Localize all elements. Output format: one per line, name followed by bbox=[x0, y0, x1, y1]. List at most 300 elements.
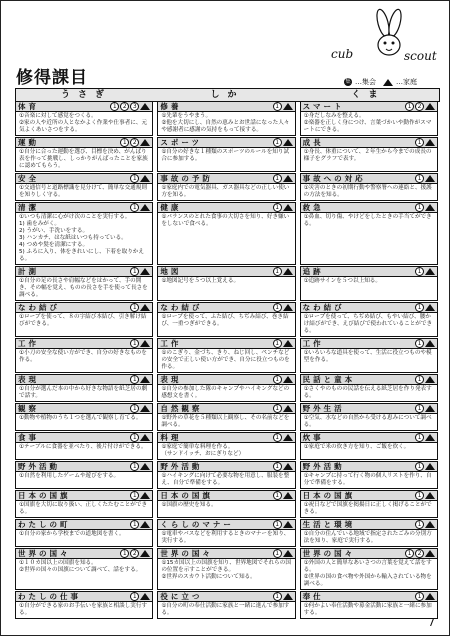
logo-text-right: scout bbox=[404, 49, 437, 63]
subject-name: 世界の国々 bbox=[160, 549, 213, 558]
subject-cell bbox=[157, 101, 295, 136]
subject-name: 世界の国々 bbox=[18, 549, 71, 558]
subject-requirements: ①追跡サインを５つ以上知る。 bbox=[303, 278, 381, 284]
home-icon bbox=[283, 492, 293, 499]
subject-cell bbox=[157, 490, 295, 518]
home-icon bbox=[425, 268, 435, 275]
subject-cell bbox=[15, 461, 153, 489]
subject-name: 清潔 bbox=[18, 203, 39, 212]
subject-header bbox=[301, 433, 437, 443]
requirement-number-icon: 1 bbox=[415, 433, 424, 442]
subject-icons bbox=[415, 267, 435, 276]
requirement-number-icon: 1 bbox=[273, 433, 282, 442]
subject-cell bbox=[157, 591, 295, 619]
subject-header bbox=[158, 520, 294, 530]
requirement-number-icon: 2 bbox=[415, 549, 424, 558]
requirement-number-icon: 1 bbox=[273, 138, 282, 147]
home-icon bbox=[283, 593, 293, 600]
subject-name: わたしの町 bbox=[18, 520, 71, 529]
subject-icons bbox=[415, 592, 435, 601]
subject-name: 野外活動 bbox=[302, 462, 345, 471]
subject-name: 日本の国旗 bbox=[302, 491, 356, 500]
subject-requirements: ①家庭内での電気器具、ガス器具などの正しい使い方を知る。 bbox=[161, 185, 290, 198]
subject-icons bbox=[130, 339, 150, 348]
home-icon bbox=[283, 376, 293, 383]
requirement-number-icon: 1 bbox=[130, 174, 139, 183]
subject-header bbox=[16, 592, 152, 602]
subject-cell bbox=[15, 374, 153, 402]
subject-name: 料理 bbox=[160, 433, 182, 442]
subject-header bbox=[158, 549, 294, 559]
home-icon bbox=[283, 340, 293, 347]
subject-requirements: ①空気、水などの自然から受ける恵みについて調べる。 bbox=[303, 415, 432, 428]
subject-name: なわ結び bbox=[160, 303, 203, 312]
subject-header bbox=[301, 549, 437, 559]
subject-cell bbox=[15, 432, 153, 460]
subject-requirements: ①自分の町の奉仕活動に家族と一緒に進んで参加する。 bbox=[161, 603, 290, 616]
subject-icons bbox=[273, 203, 293, 212]
subject-header bbox=[16, 102, 152, 112]
subject-icons bbox=[273, 404, 293, 413]
subject-header bbox=[301, 138, 437, 148]
requirement-number-icon: 1 bbox=[405, 102, 414, 111]
subject-requirements: ①バランスのとれた食事の大切さを知り、好き嫌いをしないで食べる。 bbox=[161, 214, 290, 227]
home-icon bbox=[140, 304, 150, 311]
requirement-number-icon: 2 bbox=[120, 102, 129, 111]
requirement-number-icon: 1 bbox=[273, 549, 282, 558]
subject-cell bbox=[157, 137, 295, 172]
subject-header bbox=[301, 102, 437, 112]
home-icon bbox=[140, 103, 150, 110]
home-icon bbox=[140, 593, 150, 600]
subject-header bbox=[158, 138, 294, 148]
subject-header bbox=[16, 267, 152, 277]
home-icon bbox=[283, 550, 293, 557]
requirement-number-icon: 1 bbox=[415, 491, 424, 500]
subject-cell bbox=[157, 338, 295, 373]
subject-requirements: ①15カ国以上の国旗を知り、世界地図でそれらの国の位置を示すことができる。 ②世界のスカウト活動について知る。 bbox=[161, 560, 291, 580]
subject-requirements: ①ハイキングに向けて必要な物を用意し、服装を整え、自分で準備をする。 bbox=[161, 473, 290, 486]
home-icon bbox=[283, 268, 293, 275]
home-icon bbox=[283, 521, 293, 528]
requirement-number-icon: 1 bbox=[273, 491, 282, 500]
subject-requirements: ①ロープを使って、８の字結び本結び、引き解け結びができる。 bbox=[19, 314, 147, 327]
subject-header bbox=[301, 462, 437, 472]
subject-cell bbox=[157, 173, 295, 201]
home-icon bbox=[283, 175, 293, 182]
requirement-number-icon: 1 bbox=[415, 138, 424, 147]
subject-name: くらしのマナー bbox=[160, 520, 234, 529]
requirement-number-icon: 1 bbox=[415, 267, 424, 276]
subject-cell bbox=[15, 101, 153, 136]
subject-icons bbox=[130, 375, 150, 384]
home-icon bbox=[425, 434, 435, 441]
home-icon bbox=[140, 492, 150, 499]
subject-icons bbox=[273, 102, 293, 111]
subject-header bbox=[158, 303, 294, 313]
subject-requirements: ①自分が選んだ本の中から好きな物語を紙芝居の劇で話す。 bbox=[19, 386, 148, 399]
home-icon bbox=[425, 204, 435, 211]
home-icon bbox=[383, 79, 393, 86]
requirement-number-icon: 1 bbox=[415, 404, 424, 413]
requirement-number-icon: 1 bbox=[415, 174, 424, 183]
requirement-number-icon: 1 bbox=[273, 592, 282, 601]
requirement-number-icon: 1 bbox=[415, 592, 424, 601]
subject-requirements: ①１０カ国以上の国旗を知る。 ②世界の国々の国旗について調べて、話をする。 bbox=[19, 560, 142, 573]
subject-requirements: ①音楽に対して感覚をつくる。 ②家の人や近所の人となかよく作業や仕事者に、元気よくあいさつをする。 bbox=[19, 113, 148, 133]
subject-requirements: ①国旗を大切に取り扱い、正しくたたむことができる。 bbox=[19, 502, 148, 515]
subject-requirements: ①のこぎり、金づち、きり、ねじ回し、ペンチなどの安全で正しい使い方ができ、自分に役立つものを作る。 bbox=[161, 350, 290, 370]
subject-name: 日本の国旗 bbox=[160, 491, 213, 500]
subject-header bbox=[16, 375, 152, 385]
subject-header bbox=[158, 102, 294, 112]
home-icon bbox=[283, 139, 293, 146]
subject-icons bbox=[273, 303, 293, 312]
subject-header bbox=[16, 339, 152, 349]
requirement-number-icon: 3 bbox=[130, 102, 139, 111]
subject-cell bbox=[15, 338, 153, 373]
subject-requirements: ①身長、体重について、２年生から今までの成長の様子をグラフで表す。 bbox=[303, 149, 432, 162]
home-icon bbox=[140, 204, 150, 211]
home-icon bbox=[283, 463, 293, 470]
subject-name: 計測 bbox=[18, 267, 39, 276]
subject-icons bbox=[273, 375, 293, 384]
subject-cell bbox=[157, 202, 295, 265]
subject-cell bbox=[300, 519, 438, 547]
subject-requirements: ①いろいろな道具を使って、生活に役立つものや模型を作る。 bbox=[303, 350, 432, 363]
subject-name: 安全 bbox=[18, 174, 39, 183]
subject-cell bbox=[300, 403, 438, 431]
subject-requirements: ①自分の好きな１種類のスポーツのルールを知り試合に参加する。 bbox=[161, 149, 290, 162]
requirement-number-icon: 1 bbox=[120, 549, 129, 558]
subject-header bbox=[301, 203, 437, 213]
subject-icons bbox=[130, 433, 150, 442]
subject-requirements: ①ロープを使って、ちぢめ結び、もやい結び、腰かけ結びができ、えび結びで使われていることができる。 bbox=[303, 314, 433, 334]
subject-cell bbox=[15, 302, 153, 337]
home-icon bbox=[283, 304, 293, 311]
requirement-number-icon: 1 bbox=[130, 433, 139, 442]
subject-requirements: ①自分の家から学校までの道地図を書く。 bbox=[19, 531, 125, 537]
home-icon bbox=[425, 593, 435, 600]
subject-name: 地図 bbox=[160, 267, 182, 276]
requirement-number-icon: 1 bbox=[120, 138, 129, 147]
subject-icons bbox=[405, 102, 435, 111]
subject-icons bbox=[273, 462, 293, 471]
subject-cell bbox=[300, 101, 438, 136]
subject-header bbox=[16, 462, 152, 472]
subject-cell bbox=[157, 461, 295, 489]
home-icon bbox=[140, 139, 150, 146]
subject-name: 観察 bbox=[18, 404, 39, 413]
page-number: 7 bbox=[428, 616, 435, 629]
subject-cell bbox=[15, 266, 153, 301]
subject-requirements: ①自分ができる家のお手伝いを家族と相談し実行する。 bbox=[19, 603, 148, 616]
subject-cell bbox=[157, 374, 295, 402]
home-icon bbox=[425, 405, 435, 412]
subject-name: 救急 bbox=[302, 203, 324, 212]
requirement-number-icon: 1 bbox=[415, 203, 424, 212]
subject-icons bbox=[273, 520, 293, 529]
subject-name: 自然観察 bbox=[160, 404, 203, 413]
logo-text-left: cub bbox=[331, 47, 354, 61]
subject-name: 工作 bbox=[18, 339, 39, 348]
home-icon bbox=[425, 304, 435, 311]
subject-requirements: ①自分に合った運動を選び、目標を決め、がんばり表を作って挑戦し、しっかりがんばったことを家族に認めてもらう。 bbox=[19, 149, 148, 169]
home-icon bbox=[425, 463, 435, 470]
subject-requirements: ①先輩をうやまう。 ②他を大切にし、自然の恵みとお世話になった人々や感謝者に感謝の気持をもって接する。 bbox=[161, 113, 290, 133]
home-icon bbox=[140, 268, 150, 275]
subject-cell bbox=[300, 461, 438, 489]
requirement-number-icon: 1 bbox=[405, 549, 414, 558]
requirement-number-icon: 1 bbox=[130, 404, 139, 413]
home-icon bbox=[425, 376, 435, 383]
home-icon bbox=[140, 434, 150, 441]
requirement-number-icon: 1 bbox=[415, 375, 424, 384]
subject-cell bbox=[300, 591, 438, 619]
subject-cell bbox=[300, 548, 438, 590]
subject-icons bbox=[273, 174, 293, 183]
requirement-number-icon: 1 bbox=[273, 303, 282, 312]
subject-header bbox=[301, 267, 437, 277]
subject-name: 食事 bbox=[18, 433, 39, 442]
home-icon bbox=[140, 521, 150, 528]
subject-icons bbox=[415, 491, 435, 500]
subject-icons bbox=[415, 404, 435, 413]
subject-name: 奉仕 bbox=[302, 592, 324, 601]
requirement-number-icon: 1 bbox=[273, 174, 282, 183]
subject-cell bbox=[300, 374, 438, 402]
requirement-number-icon: 1 bbox=[273, 339, 282, 348]
subject-header bbox=[301, 174, 437, 184]
subject-requirements: ①野外の草花を５種類以上観察し、その名前などを調べる。 bbox=[161, 415, 290, 428]
legend-group-label: …集会 bbox=[355, 78, 376, 86]
subject-icons bbox=[273, 491, 293, 500]
subject-name: 事故への対応 bbox=[302, 174, 366, 183]
subject-name: 野外活動 bbox=[18, 462, 60, 471]
subject-header bbox=[301, 303, 437, 313]
subject-icons bbox=[130, 404, 150, 413]
subject-icons bbox=[130, 592, 150, 601]
subject-name: 工作 bbox=[160, 339, 182, 348]
subject-cell bbox=[15, 202, 153, 265]
subject-header bbox=[16, 174, 152, 184]
subject-icons bbox=[415, 303, 435, 312]
subject-header bbox=[301, 375, 437, 385]
subject-icons bbox=[120, 138, 150, 147]
subject-requirements: ①災害のときの初期行動や警察署への連絡と、援護の方法を知る。 bbox=[303, 185, 432, 198]
subject-icons bbox=[273, 592, 293, 601]
subject-cell bbox=[15, 403, 153, 431]
requirement-number-icon: 1 bbox=[130, 303, 139, 312]
subject-requirements: ①外国の人と簡単なあいさつの言葉を覚えて話をする。 ②世界の国の食べ物や外国から輸入されている物を調べる。 bbox=[303, 560, 432, 587]
subject-icons bbox=[415, 375, 435, 384]
subject-name: 修養 bbox=[160, 102, 182, 111]
subject-requirements: ①国旗の歴史を知る。 bbox=[161, 502, 217, 508]
subject-requirements: ①祝日などで国旗を掲揚日に正しく掲げることができる。 bbox=[303, 502, 432, 515]
subject-requirements: ①キャンプに持って行く物の個人リストを作り、自分で準備をする。 bbox=[303, 473, 432, 486]
subject-header bbox=[158, 339, 294, 349]
requirement-number-icon: 1 bbox=[130, 491, 139, 500]
group-meeting-icon: 集 bbox=[345, 79, 351, 85]
subject-header bbox=[16, 433, 152, 443]
subject-cell bbox=[15, 173, 153, 201]
subject-name: なわ結び bbox=[302, 303, 345, 312]
subject-name: 世界の国々 bbox=[302, 549, 356, 558]
subject-cell bbox=[15, 548, 153, 590]
subject-requirements: ①小刀の安全な使い方ができ、自分の好きなものを作る。 bbox=[19, 350, 147, 363]
subject-requirements: ①ロープを使って、ふた結び、ちぢみ結び、巻き結び、一重つぎができる。 bbox=[161, 314, 289, 327]
subject-icons bbox=[130, 491, 150, 500]
subject-cell bbox=[300, 202, 438, 265]
subject-header bbox=[158, 203, 294, 213]
subject-requirements: ①家庭で米の炊き方を知り、ご飯を炊く。 bbox=[303, 444, 410, 450]
subject-requirements: ①さくやのものの民話を伝える紙芝居を作り発表する。 bbox=[303, 386, 432, 399]
subject-name: 事故の予防 bbox=[160, 174, 213, 183]
home-icon bbox=[425, 492, 435, 499]
legend-home-label: …家庭 bbox=[396, 78, 417, 86]
requirement-number-icon: 1 bbox=[130, 267, 139, 276]
subject-header bbox=[158, 404, 294, 414]
subject-header bbox=[301, 520, 437, 530]
subject-requirements: ①自分の参加した隊のキャンプやハイキングなどの感想文を書く。 bbox=[161, 386, 290, 399]
requirement-number-icon: 2 bbox=[130, 549, 139, 558]
subject-cell bbox=[157, 302, 295, 337]
requirement-number-icon: 1 bbox=[273, 520, 282, 529]
subject-name: 野外活動 bbox=[160, 462, 203, 471]
subject-header bbox=[301, 404, 437, 414]
subject-cell bbox=[300, 490, 438, 518]
subject-header bbox=[301, 339, 437, 349]
requirement-number-icon: 1 bbox=[130, 203, 139, 212]
subject-requirements: ①地図記号を５つ以上覚える。 bbox=[161, 278, 240, 284]
subject-requirements: ①家庭で簡単な料理を作る。 （サンドイッチ、おにぎりなど） bbox=[161, 444, 245, 457]
subject-requirements: ①いつも清潔に心がけ次のことを実行する。 1) 歯をみがく。 2) うがい、手洗いをする。 3) ハンカチ、はな紙はいつも持っている。 4) つめや髪を清潔にする。 5) ふろに入り、体をきれいにし、下着を取りかえる。 bbox=[19, 214, 144, 262]
requirement-number-icon: 1 bbox=[273, 404, 282, 413]
subject-requirements: ①身だしなみを整える。 ②楽器を正しく身につけ、言葉づかいや動作がスマートにできる。 bbox=[303, 113, 432, 133]
subject-icons bbox=[130, 267, 150, 276]
home-icon bbox=[140, 175, 150, 182]
subject-name: 民話と童本 bbox=[302, 375, 356, 384]
subject-name: 体育 bbox=[18, 102, 39, 111]
requirement-number-icon: 1 bbox=[273, 102, 282, 111]
subject-name: 生活と環境 bbox=[302, 520, 356, 529]
subject-cell bbox=[300, 302, 438, 337]
subject-header bbox=[158, 462, 294, 472]
home-icon bbox=[425, 340, 435, 347]
subject-icons bbox=[415, 203, 435, 212]
subject-header bbox=[301, 491, 437, 501]
home-icon bbox=[140, 340, 150, 347]
subject-header bbox=[158, 592, 294, 602]
requirement-number-icon: 1 bbox=[415, 303, 424, 312]
subject-name: 日本の国旗 bbox=[18, 491, 71, 500]
subject-requirements: ①動物や植物のうち１つを選んで観察し育てる。 bbox=[19, 415, 142, 421]
cub-scout-logo bbox=[331, 7, 441, 67]
subject-icons bbox=[415, 462, 435, 471]
subject-cell bbox=[300, 137, 438, 172]
subject-grid bbox=[15, 101, 438, 620]
subject-cell bbox=[15, 519, 153, 547]
subject-name: 野外生活 bbox=[302, 404, 345, 413]
requirement-number-icon: 1 bbox=[415, 339, 424, 348]
column-header-kuma: くま bbox=[351, 90, 386, 100]
subject-icons bbox=[273, 339, 293, 348]
subject-requirements: ①鼻血、切り傷、やけどをしたときの手当てができる。 bbox=[303, 214, 432, 227]
subject-icons bbox=[415, 520, 435, 529]
requirement-number-icon: 1 bbox=[130, 592, 139, 601]
subject-cell bbox=[300, 432, 438, 460]
subject-cell bbox=[157, 432, 295, 460]
subject-icons bbox=[415, 433, 435, 442]
subject-header bbox=[158, 433, 294, 443]
subject-requirements: ①テーブルに食器を並べたり、後片付けができる。 bbox=[19, 444, 147, 450]
subject-icons bbox=[273, 433, 293, 442]
column-headers bbox=[15, 88, 440, 102]
requirement-number-icon: 1 bbox=[110, 102, 119, 111]
subject-cell bbox=[300, 173, 438, 201]
subject-name: 工作 bbox=[302, 339, 324, 348]
subject-requirements: ①自分の足の長さや肩幅などをはかって、手の開き、その幅を覚え、ものの長さを手を使って長さを調べる。 bbox=[19, 278, 148, 298]
subject-header bbox=[158, 174, 294, 184]
subject-name: 炊事 bbox=[302, 433, 324, 442]
subject-header bbox=[301, 592, 437, 602]
subject-cell bbox=[15, 591, 153, 619]
requirement-number-icon: 2 bbox=[415, 102, 424, 111]
subject-cell bbox=[15, 490, 153, 518]
legend bbox=[344, 77, 417, 87]
home-icon bbox=[425, 550, 435, 557]
home-icon bbox=[283, 103, 293, 110]
subject-name: 表現 bbox=[160, 375, 182, 384]
home-icon bbox=[140, 376, 150, 383]
subject-name: スマート bbox=[302, 102, 345, 111]
subject-header bbox=[16, 549, 152, 559]
home-icon bbox=[283, 204, 293, 211]
subject-header bbox=[158, 267, 294, 277]
home-icon bbox=[283, 405, 293, 412]
home-icon bbox=[425, 139, 435, 146]
subject-cell bbox=[15, 137, 153, 172]
home-icon bbox=[425, 521, 435, 528]
subject-name: 表現 bbox=[18, 375, 39, 384]
requirement-number-icon: 1 bbox=[130, 375, 139, 384]
requirement-number-icon: 1 bbox=[130, 520, 139, 529]
requirement-number-icon: 1 bbox=[415, 462, 424, 471]
requirement-number-icon: 1 bbox=[130, 339, 139, 348]
requirement-number-icon: 1 bbox=[273, 375, 282, 384]
subject-icons bbox=[405, 549, 435, 558]
column-header-usagi: うさぎ bbox=[60, 90, 112, 100]
subject-cell bbox=[157, 403, 295, 431]
subject-icons bbox=[415, 138, 435, 147]
subject-icons bbox=[273, 267, 293, 276]
subject-header bbox=[16, 203, 152, 213]
subject-icons bbox=[273, 138, 293, 147]
subject-header bbox=[158, 491, 294, 501]
subject-name: 追跡 bbox=[302, 267, 324, 276]
home-icon bbox=[140, 405, 150, 412]
subject-icons bbox=[130, 203, 150, 212]
requirement-number-icon: 2 bbox=[130, 138, 139, 147]
subject-name: わたしの仕事 bbox=[18, 592, 81, 601]
subject-cell bbox=[157, 266, 295, 301]
subject-name: スポーツ bbox=[160, 138, 203, 147]
requirement-number-icon: 1 bbox=[130, 462, 139, 471]
subject-name: なわ結び bbox=[18, 303, 60, 312]
subject-requirements: ①電車やバスなどを利用するときのマナーを知り、実行する。 bbox=[161, 531, 290, 544]
requirement-number-icon: 1 bbox=[273, 203, 282, 212]
subject-cell bbox=[157, 519, 295, 547]
